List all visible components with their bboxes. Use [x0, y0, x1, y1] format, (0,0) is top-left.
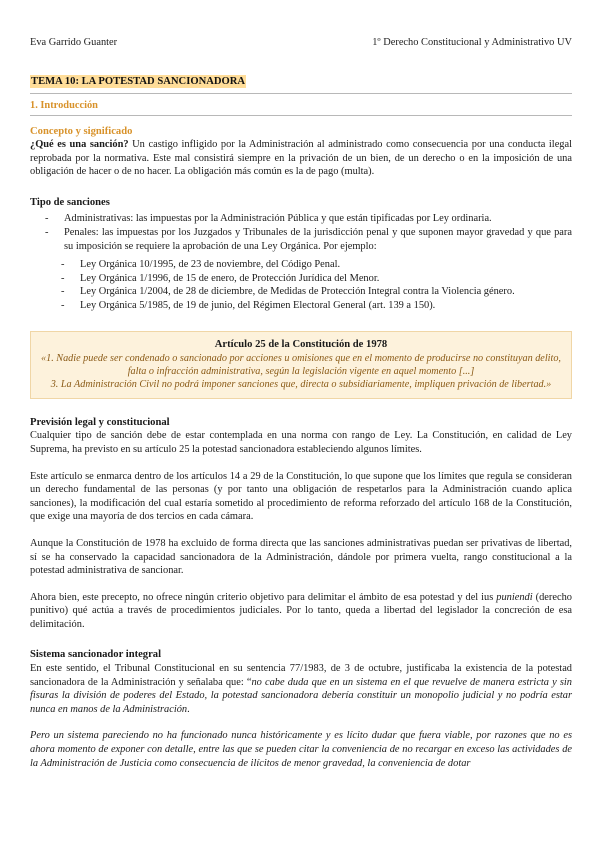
sistema-p1-quote: no cabe duda que en un sistema en el que revuelve de manera estricta y sin fisuras la división de poderes del Estado, la potestad sancionadora debería constituir un monopolio judicial y no podría estar nunca en manos de la Administración [30, 676, 572, 715]
list-item: - Administrativas: las impuestas por la Administración Pública y que están tipificadas por Ley ordinaria. [30, 212, 572, 226]
list-item: - Ley Orgánica 5/1985, de 19 de junio, del Régimen Electoral General (art. 139 a 150). [30, 299, 572, 313]
sistema-p1-text-b: . [187, 703, 190, 715]
section-title-introduccion: 1. Introducción [30, 100, 98, 111]
header-author: Eva Garrido Guanter [30, 37, 118, 48]
concept-paragraph [30, 138, 572, 179]
list-item: - Ley Orgánica 10/1995, de 23 de noviembre, del Código Penal. [30, 258, 572, 272]
topic-title-wrap [30, 71, 572, 89]
list-item: - Ley Orgánica 1/2004, de 28 de diciembre, de Medidas de Protección Integral contra la Violencia género. [30, 285, 572, 299]
types-list [30, 212, 572, 253]
prevision-paragraph-3: Aunque la Constitución de 1978 ha excluido de forma directa que las sanciones administrativas puedan ser privativas de libertad, sí se ha conservado la capacidad sancionadora de la Administración, dándole por primera vuelta, rango constitucional a la potestad administrativa de sancionar. [30, 537, 572, 577]
concept-text: Un castigo infligido por la Administración al administrado como consecuencia por una conducta ilegal reprobada por la normativa. Este mal consistirá siempre en la privación de un bien, de un derecho o en la imposición de una obligación de hacer o de no hacer. La obligación más común es la de pago (multa). [30, 139, 573, 178]
prevision-paragraph-1: Cualquier tipo de sanción debe de estar contemplada en una norma con rango de Ley. La Constitución, en calidad de Ley Suprema, ha previsto en su artículo 25 la potestad sancionadora estableciendo algunos límites. [30, 430, 572, 455]
title-divider [30, 93, 572, 94]
article-box-line-1: «1. Nadie puede ser condenado o sancionado por acciones u omisiones que en el momento de producirse no constituyan delito, falta o infracción administrativa, según la legislación vigente en aquel momento [...] [41, 352, 561, 377]
list-item: - Ley Orgánica 1/1996, de 15 de enero, de Protección Jurídica del Menor. [30, 272, 572, 286]
concept-question: ¿Qué es una sanción? [30, 139, 129, 150]
list-item: - Penales: las impuestas por los Juzgados y Tribunales de la jurisdicción penal y que suponen mayor gravedad y que para su imposición se requiere la aprobación de una Ley Orgánica. Por ejemplo: [30, 226, 572, 253]
sistema-heading: Sistema sancionador integral [30, 649, 162, 661]
concept-heading: Concepto y significado [30, 126, 133, 137]
sistema-paragraph-1 [30, 662, 572, 716]
sistema-paragraph-2: Pero un sistema pareciendo no ha funcionado nunca históricamente y es lícito dudar que fuera viable, por razones que no es ahora momento de exponer con detalle, entre las que se pueden citar la conveniencia de no recargar en exceso las actividades de la Administración de Justicia como consecuencia de ilícitos de menor gravedad, la conveniencia de dotar [30, 730, 572, 769]
prevision-p4-text-b: (derecho punitivo) qué actúa a través de procedimientos judiciales. Por lo tanto, queda a libertad del legislador la concreción de esa delimitación. [30, 591, 572, 630]
article-box-line-3: 3. La Administración Civil no podrá imponer sanciones que, directa o subsidiariamente, impliquen privación de libertad.» [50, 379, 552, 391]
prevision-p4-text-a: Ahora bien, este precepto, no ofrece ningún criterio objetivo para delimitar el ámbito de esa potestad y del ius [30, 591, 497, 603]
header-course: 1º Derecho Constitucional y Administrativo UV [372, 37, 572, 48]
page-content [30, 36, 572, 770]
article-box-title: Artículo 25 de la Constitución de 1978 [214, 338, 388, 350]
types-heading: Tipo de sanciones [30, 196, 110, 208]
sistema-p1-text-a: En este sentido, el Tribunal Constitucional en su sentencia 77/1983, de 3 de octubre, justificaba la existencia de la potestad sancionadora de la Administración y señalaba que: “ [30, 663, 572, 688]
topic-title: TEMA 10: LA POTESTAD SANCIONADORA [31, 76, 246, 87]
prevision-heading: Previsión legal y constitucional [30, 416, 170, 428]
article-25-box [30, 331, 572, 399]
prevision-paragraph-4 [30, 591, 572, 632]
prevision-p4-emphasis: puniendi [496, 591, 533, 603]
section-divider [30, 115, 572, 116]
page-header [30, 36, 572, 50]
prevision-paragraph-2: Este artículo se enmarca dentro de los artículos 14 a 29 de la Constitución, lo que supone que los límites que regula se consideran un derecho fundamental de las personas (y por tanto una obligación de respetarlos para la Administración cuando aplica sanciones), la modificación del cual estaría sometido al procedimiento de reforma reforzado del artículo 168 de la Constitución, que exige una mayoría de dos tercios en cada cámara. [30, 470, 572, 523]
laws-list [30, 258, 572, 312]
